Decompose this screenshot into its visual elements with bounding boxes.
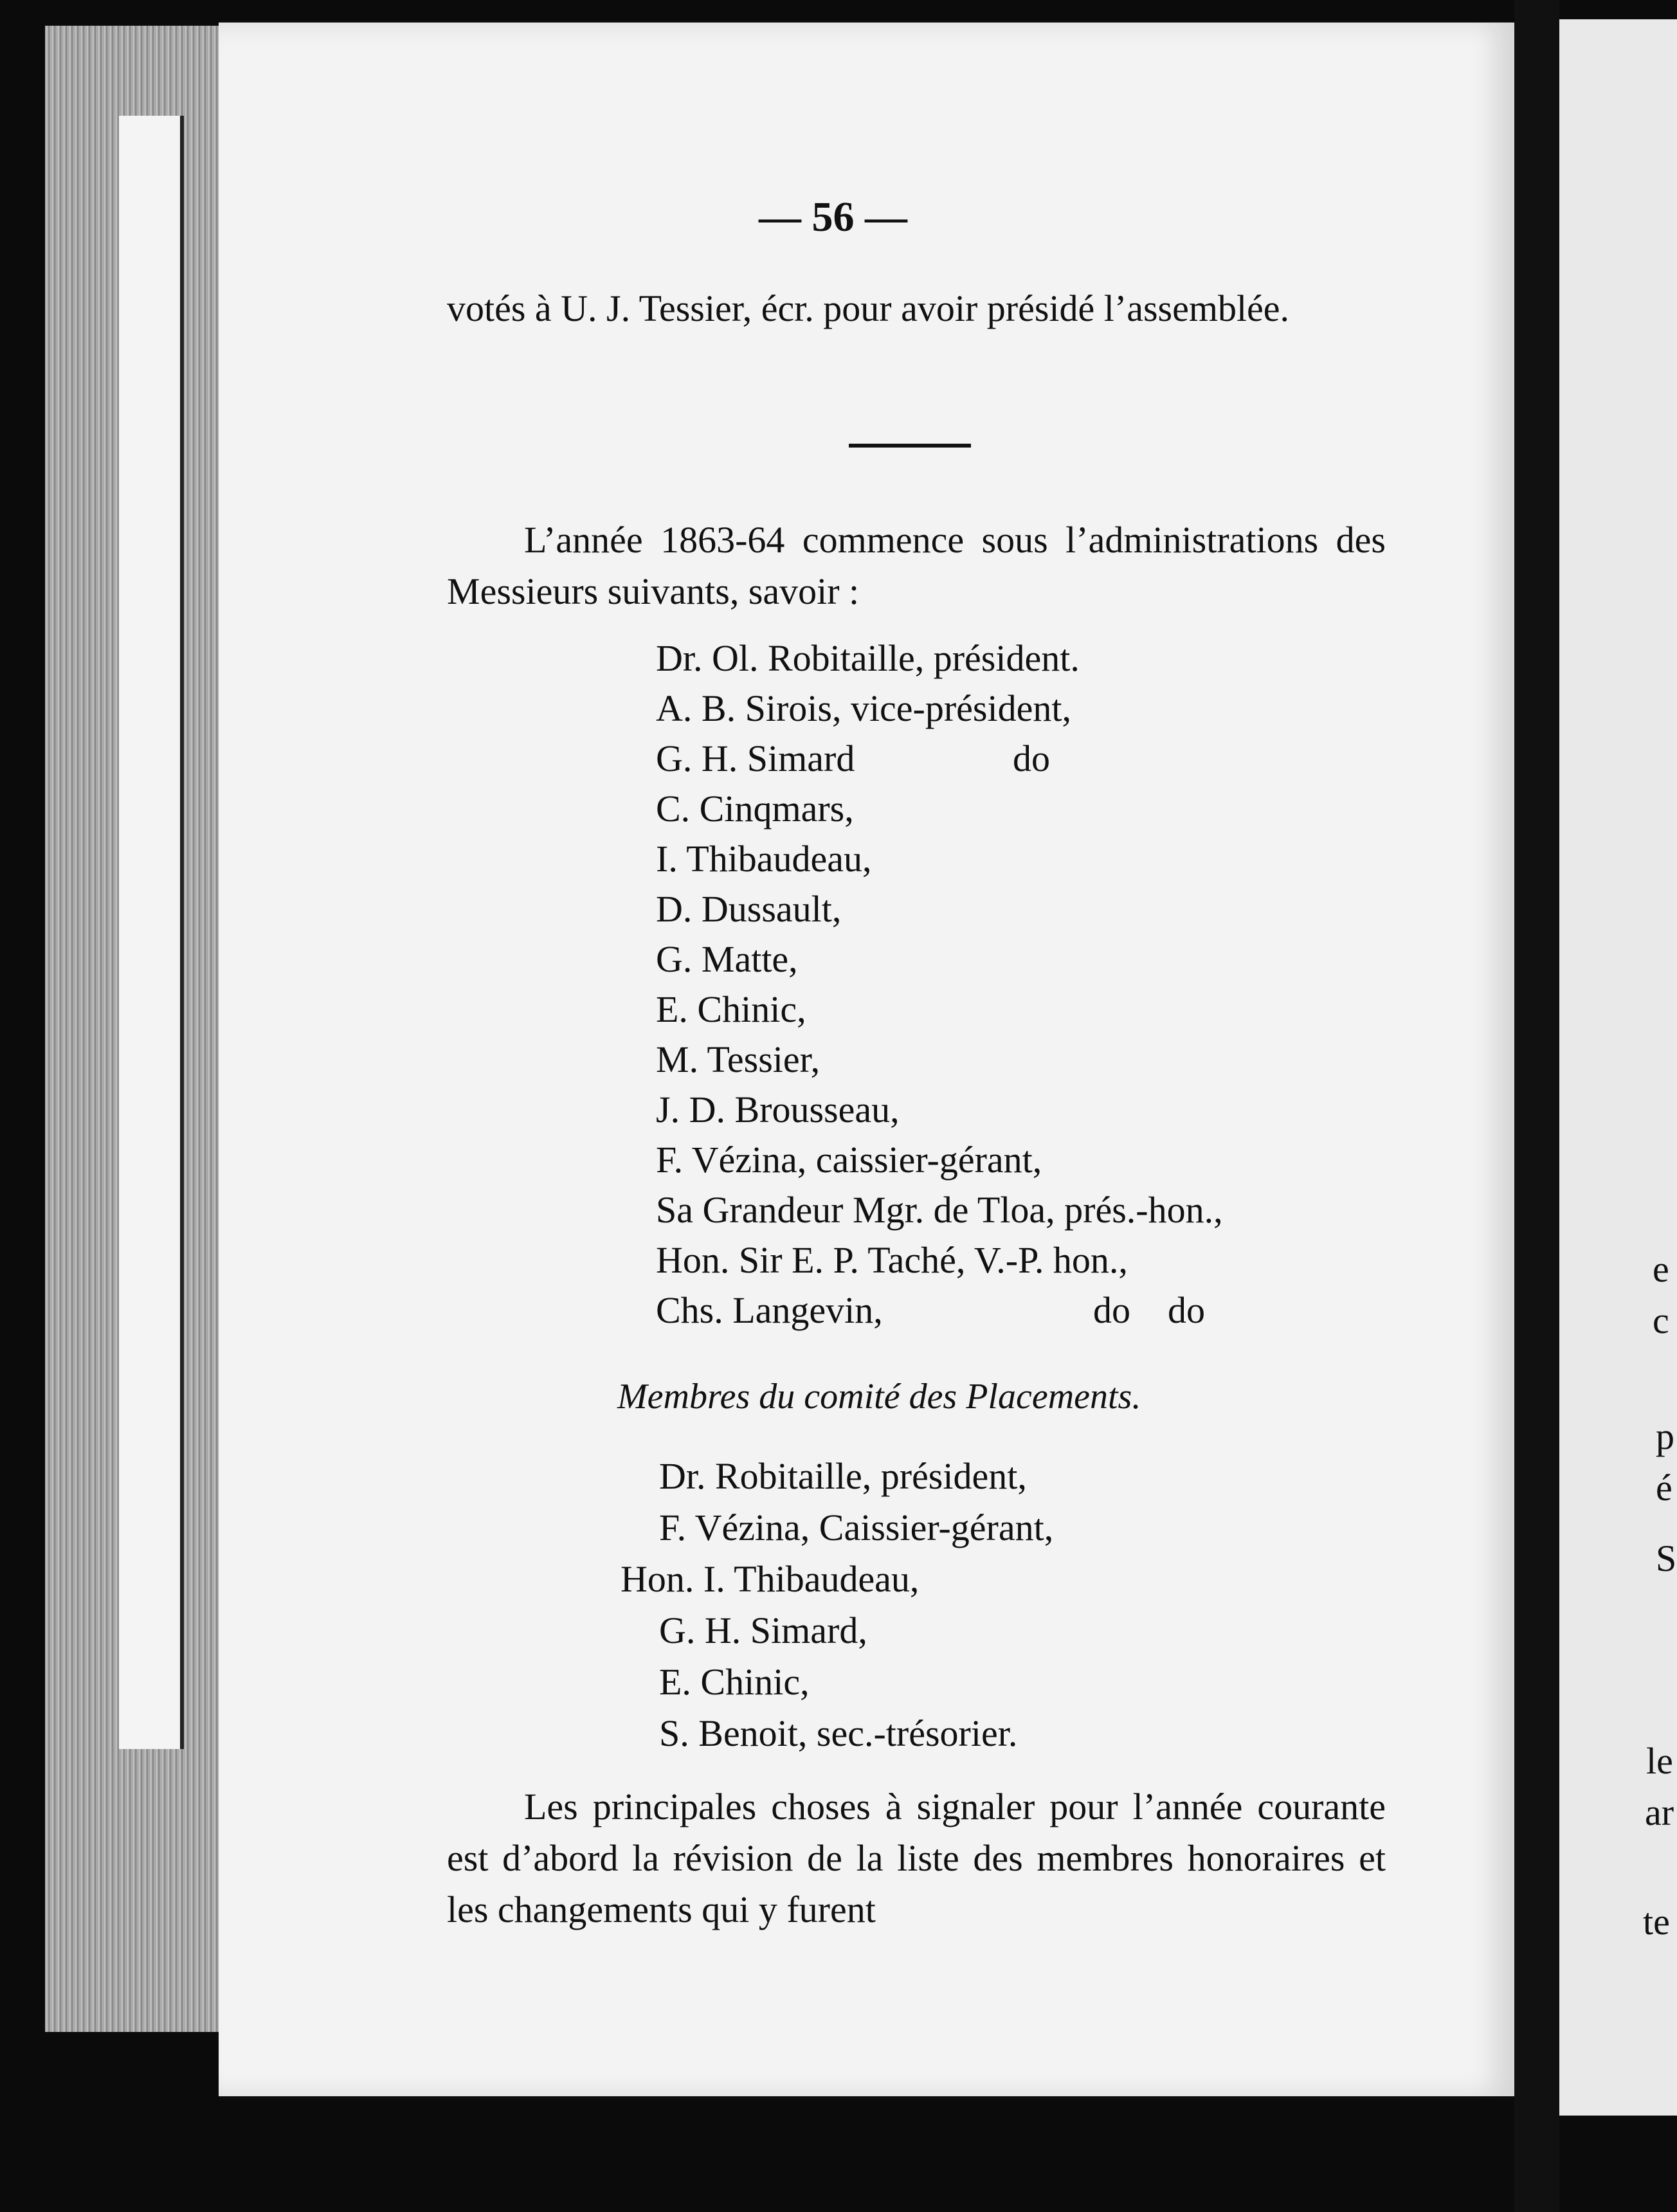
list-item	[656, 637, 1363, 687]
officer-name: A. B. Sirois, vice-président,	[656, 687, 1071, 729]
list-item	[656, 1238, 1363, 1289]
next-page-fragment: le	[1646, 1740, 1673, 1782]
officer-name: I. Thibaudeau,	[656, 838, 872, 880]
section-divider	[849, 444, 971, 448]
list-item	[656, 938, 1363, 988]
committee-list	[621, 1455, 1054, 1763]
officer-name: J. D. Brousseau,	[656, 1089, 900, 1130]
list-item: Dr. Robitaille, président,	[659, 1455, 1027, 1497]
officer-name: M. Tessier,	[656, 1038, 820, 1080]
next-page-fragment: e	[1653, 1248, 1669, 1290]
officer-name: Dr. Ol. Robitaille, président.	[656, 637, 1080, 679]
ditto-mark: do	[1013, 738, 1050, 779]
list-item: E. Chinic,	[659, 1661, 810, 1703]
list-item	[656, 737, 1363, 787]
ditto-mark: do do	[1093, 1289, 1205, 1331]
list-item	[656, 687, 1363, 737]
list-item: F. Vézina, Caissier-gérant,	[659, 1507, 1054, 1548]
next-page-fragment: te	[1643, 1901, 1670, 1943]
list-item	[656, 787, 1363, 837]
list-item: Hon. I. Thibaudeau,	[621, 1558, 920, 1600]
officer-name: Sa Grandeur Mgr. de Tloa, prés.-hon.,	[656, 1189, 1223, 1231]
list-item	[656, 1088, 1363, 1138]
list-item: G. H. Simard,	[659, 1609, 867, 1651]
intro-paragraph: L’année 1863-64 commence sous l’administrations des Messieurs suivants, savoir :	[447, 519, 1386, 612]
next-page-fragment: c	[1653, 1300, 1669, 1341]
next-page-fragment: S	[1656, 1537, 1677, 1579]
officer-name: F. Vézina, caissier-gérant,	[656, 1139, 1042, 1181]
list-item	[656, 1038, 1363, 1088]
officer-name: E. Chinic,	[656, 988, 806, 1030]
list-item	[656, 1138, 1363, 1188]
list-item	[656, 887, 1363, 938]
officers-list	[656, 637, 1363, 1339]
officer-name: Hon. Sir E. P. Taché, V.-P. hon.,	[656, 1239, 1128, 1281]
officer-name: C. Cinqmars,	[656, 788, 854, 830]
list-item: S. Benoit, sec.-trésorier.	[659, 1712, 1018, 1754]
officer-name: G. Matte,	[656, 938, 798, 980]
list-item	[656, 1188, 1363, 1238]
list-item	[656, 837, 1363, 887]
officer-name: D. Dussault,	[656, 888, 842, 930]
page-edge-slip	[119, 116, 184, 1749]
committee-title: Membres du comité des Placements.	[617, 1377, 1141, 1417]
list-item	[656, 988, 1363, 1038]
page-number: — 56 —	[759, 194, 907, 240]
book-gutter	[1514, 0, 1559, 2212]
next-page-fragment: é	[1656, 1467, 1672, 1509]
list-item	[656, 1289, 1363, 1339]
next-page-fragment: p	[1656, 1415, 1674, 1457]
officer-name: Chs. Langevin,	[656, 1289, 883, 1331]
officer-name: G. H. Simard	[656, 738, 855, 779]
opening-paragraph: votés à U. J. Tessier, écr. pour avoir présidé l’assemblée.	[447, 287, 1290, 329]
closing-paragraph: Les principales choses à signaler pour l’année courante est d’abord la révision de la liste des membres honoraires et les changements qui y furent	[447, 1786, 1386, 1930]
next-page-fragment: ar	[1645, 1791, 1674, 1833]
